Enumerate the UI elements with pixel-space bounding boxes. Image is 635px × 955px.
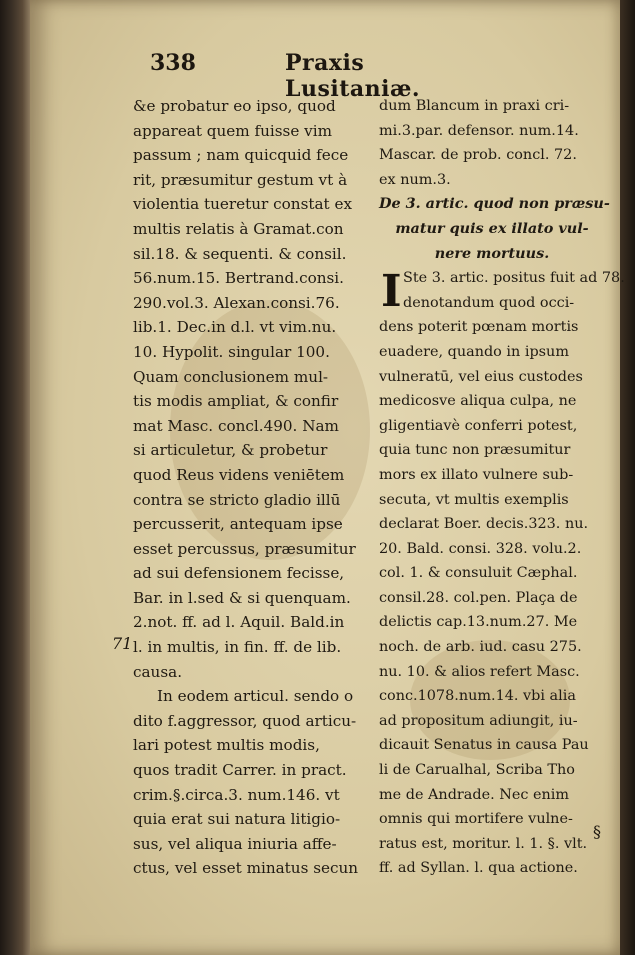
text-line: secuta, vt multis exemplis [379, 491, 569, 508]
text-line: dens poterit pœnam mortis [379, 319, 579, 336]
text-line: 56.num.15. Bertrand.consi. [133, 269, 344, 288]
text-line: ratus est, moritur. l. 1. §. vlt. [379, 835, 588, 852]
text-line: Bar. in l.sed & si quenquam. [133, 588, 351, 607]
text-line: causa. [133, 662, 183, 681]
text-line: &e probatur eo ipso, quod [133, 97, 336, 115]
text-line: 20. Bald. consi. 328. volu.2. [379, 540, 582, 557]
text-line: medicosve aliqua culpa, ne [379, 393, 577, 410]
drop-cap: I [381, 266, 402, 318]
text-line: euadere, quando in ipsum [379, 343, 569, 360]
running-title: Praxis Lusitaniæ. [285, 50, 421, 102]
text-line: ex num.3. [379, 171, 451, 188]
text-line: l. in multis, in fin. ff. de lib. [133, 638, 342, 657]
text-line: nu. 10. & alios refert Masc. [379, 663, 580, 680]
text-line: dito f.aggressor, quod articu- [133, 711, 357, 730]
text-line: percusserit, antequam ipse [133, 515, 343, 534]
section-heading-line: De 3. artic. quod non præsu- [379, 195, 610, 213]
text-line: rit, præsumitur gestum vt à [133, 170, 348, 189]
text-line: me de Andrade. Nec enim [379, 786, 570, 803]
text-line: lib.1. Dec.in d.l. vt vim.nu. [133, 318, 337, 337]
text-line: ctus, vel esset minatus secun [133, 859, 359, 878]
text-line: passum ; nam quicquid fece [133, 146, 349, 165]
text-line: declarat Boer. decis.323. nu. [379, 516, 589, 533]
text-line: lari potest multis modis, [133, 736, 320, 755]
text-line: Ste 3. artic. positus fuit ad 78. [403, 270, 625, 287]
right-column [379, 94, 625, 881]
text-line: quos tradit Carrer. in pract. [133, 761, 347, 780]
text-line: delictis cap.13.num.27. Me [379, 614, 578, 631]
text-line: noch. de arb. iud. casu 275. [379, 639, 582, 656]
text-line: Quam conclusionem mul- [133, 367, 329, 386]
text-line: si articuletur, & probetur [133, 441, 328, 460]
text-line: appareat quem fuisse vim [133, 121, 333, 140]
text-line: 290.vol.3. Alexan.consi.76. [133, 293, 340, 312]
catchword: § [593, 822, 601, 841]
text-line: In eodem articul. sendo o [157, 687, 354, 706]
text-line: mi.3.par. defensor. num.14. [379, 122, 579, 139]
left-column [133, 94, 373, 881]
drop-cap-paragraph [379, 266, 625, 318]
page-header [150, 50, 490, 102]
book-binding [0, 0, 30, 955]
page-number: 338 [150, 50, 196, 76]
text-line: contra se stricto gladio illū [133, 490, 341, 509]
text-line: col. 1. & consuluit Cæphal. [379, 565, 578, 582]
text-line: 10. Hypolit. singular 100. [133, 342, 330, 361]
text-line: dicauit Senatus in causa Pau [379, 737, 589, 754]
text-line: Mascar. de prob. concl. 72. [379, 147, 577, 164]
text-line: consil.28. col.pen. Plaça de [379, 589, 578, 606]
text-line: sus, vel aliqua iniuria affe- [133, 834, 337, 853]
text-line: dum Blancum in praxi cri- [379, 98, 570, 114]
text-line: gligentiavè conferri potest, [379, 417, 578, 434]
text-line: ad propositum adiungit, iu- [379, 712, 578, 729]
text-line: li de Carualhal, Scriba Tho [379, 762, 575, 779]
text-line: conc.1078.num.14. vbi alia [379, 688, 576, 705]
text-line: mors ex illato vulnere sub- [379, 466, 574, 483]
text-line: 2.not. ff. ad l. Aquil. Bald.in [133, 613, 345, 632]
text-line: multis relatis à Gramat.con [133, 219, 344, 238]
text-line: denotandum quod occi- [403, 294, 575, 311]
margin-note: 71 [112, 634, 133, 653]
text-line: mat Masc. concl.490. Nam [133, 416, 339, 435]
text-line: crim.§.circa.3. num.146. vt [133, 785, 340, 804]
text-line: quia tunc non præsumitur [379, 442, 571, 459]
text-line: violentia tueretur constat ex [133, 195, 353, 214]
text-line: vulneratū, vel eius custodes [379, 368, 583, 385]
text-line: ad sui defensionem fecisse, [133, 564, 345, 583]
text-line: sil.18. & sequenti. & consil. [133, 244, 347, 263]
text-line: ff. ad Syllan. l. qua actione. [379, 860, 578, 877]
text-line: esset percussus, præsumitur [133, 539, 356, 558]
text-line: tis modis ampliat, & confir [133, 392, 339, 411]
text-line: omnis qui mortifere vulne- [379, 811, 573, 828]
page-edge [620, 0, 635, 955]
section-heading-line: matur quis ex illato vul- [395, 219, 589, 237]
text-line: quod Reus videns veniētem [133, 465, 345, 484]
text-line: quia erat sui natura litigio- [133, 810, 341, 829]
section-heading-line: nere mortuus. [434, 244, 550, 262]
